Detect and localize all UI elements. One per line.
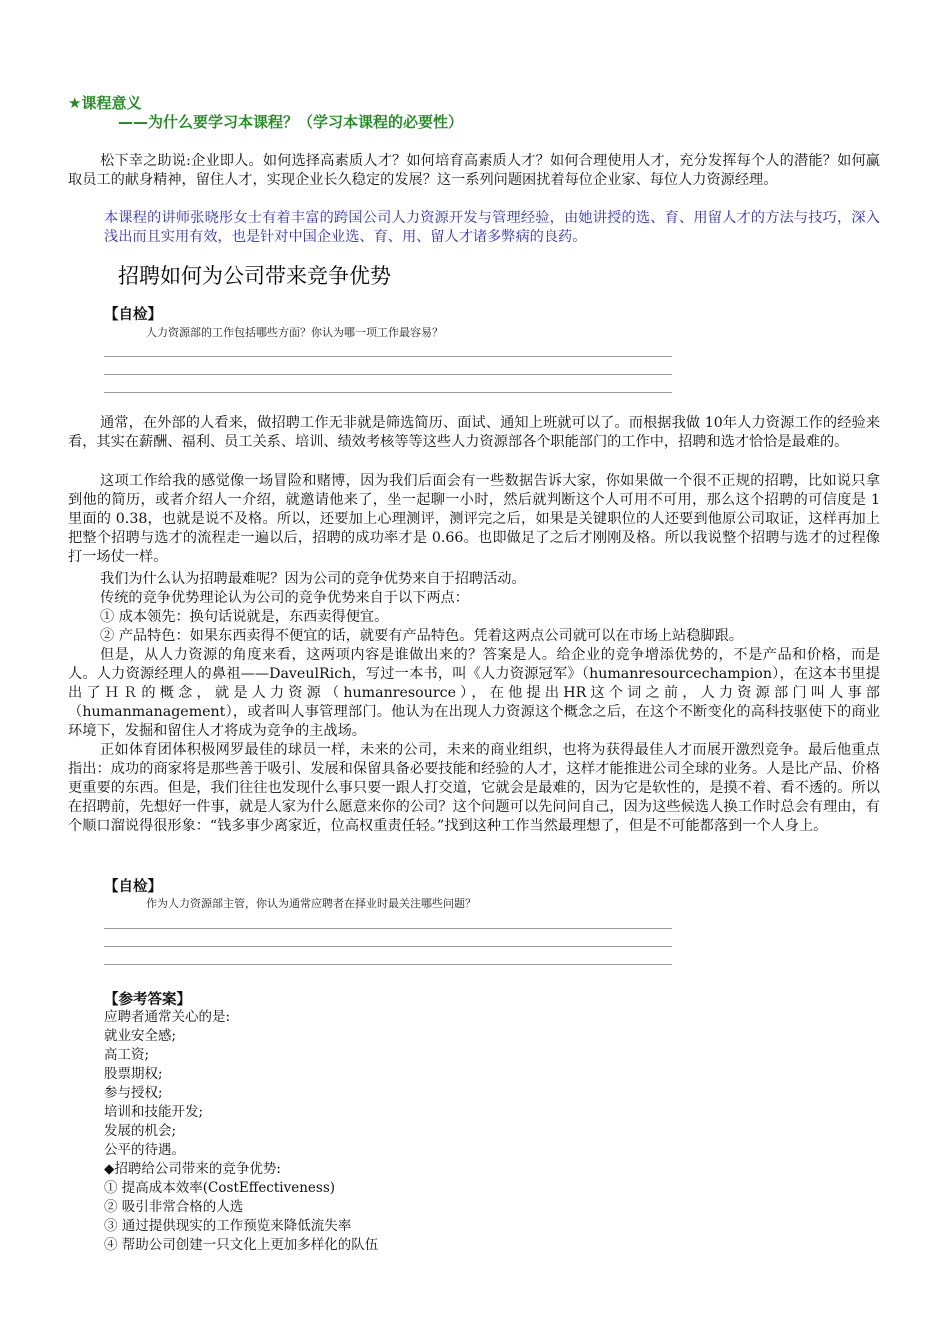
answer-item: 就业安全感; [104,1028,177,1044]
body-paragraph-8: 正如体育团体积极网罗最佳的球员一样，未来的公司，未来的商业组织，也将为获得最佳人才而展开激烈竞争。最后他重点指出：成功的商家将是那些善于吸引、发展和保留具备必要技能和经验的人才，这样才能推进公司全球的业务。人是比产品、价格更重要的东西。但是，我们往往也发现什么事只要一跟人打交道，它就会是最难的，因为它是软性的，是摸不着、看不透的。所以在招聘前，先想好一件事，就是人家为什么愿意来你的公司？这个问题可以先问问自己，因为这些候选人换工作时总会有理由，有个顺口溜说得很形象：“钱多事少离家近，位高权重责任轻。”找到这种工作当然最理想了，但是不可能都落到一个人身上。 [68,742,880,834]
answer-item: 培训和技能开发; [104,1104,204,1120]
answer-line [104,392,672,393]
body-paragraph-5: ① 成本领先：换句话说就是，东西卖得便宜。 [100,609,389,625]
body-paragraph-2: 这项工作给我的感觉像一场冒险和赌博，因为我们后面会有一些数据告诉大家，你如果做一个很不正规的招聘，比如说只拿到他的简历，或者介绍人一介绍，就邀请他来了，坐一起聊一小时，然后就判断这个人可用不可用，那么这个招聘的可信度是 1 里面的 0.38，也就是说不及格。所以，还要加上心理测评，测评完之后，如果是关键职位的人还要到他原公司取证，这样再加上把整个招聘与选才的流程走一遍以后，招聘的成功率才是 0.66。也即做足了之后才刚刚及格。所以我说整个招聘与选才的过程像打一场仗一样。 [68,473,880,565]
answer-line [104,374,672,375]
answer-item: ◆招聘给公司带来的竞争优势: [104,1161,281,1177]
self-check-question-2: 作为人力资源部主管，你认为通常应聘者在择业时最关注哪些问题？ [146,897,476,910]
answer-item: ④ 帮助公司创建一只文化上更加多样化的队伍 [104,1237,379,1253]
reference-answer-title: 【参考答案】 [104,992,191,1008]
answer-item: ② 吸引非常合格的人选 [104,1199,244,1215]
body-paragraph-4: 传统的竞争优势理论认为公司的竞争优势来自于以下两点： [100,590,469,606]
answer-line [104,356,672,357]
body-paragraph-3: 我们为什么认为招聘最难呢？因为公司的竞争优势来自于招聘活动。 [100,571,526,587]
intro-paragraph: 松下幸之助说:企业即人。如何选择高素质人才？如何培育高素质人才？如何合理使用人才，充分发挥每个人的潜能？如何赢取员工的献身精神，留住人才，实现企业长久稳定的发展？这一系列问题困扰着每位企业家、每位人力资源经理。 [68,153,880,188]
body-paragraph-6: ② 产品特色：如果东西卖得不便宜的话，就要有产品特色。凭着这两点公司就可以在市场上站稳脚跟。 [100,628,743,644]
answer-item: 应聘者通常关心的是: [104,1009,231,1025]
answer-line [104,964,672,965]
answer-item: ① 提高成本效率(CostEffectiveness) [104,1180,336,1196]
reference-answer-list [104,1008,378,1255]
intro-blue-paragraph: 本课程的讲师张晓彤女士有着丰富的跨国公司人力资源开发与管理经验，由她讲授的选、育、用留人才的方法与技巧，深入浅出而且实用有效，也是针对中国企业选、育、用、留人才诸多弊病的良药。 [104,210,880,245]
self-check-title-1: 【自检】 [104,307,162,323]
answer-item: 发展的机会; [104,1123,177,1139]
answer-item: 高工资; [104,1047,150,1063]
course-meaning-title: ★课程意义 [68,94,142,112]
body-paragraph-7: 但是，从人力资源的角度来看，这两项内容是谁做出来的？答案是人。给企业的竞争增添优势的，不是产品和价格，而是人。人力资源经理人的鼻祖——DaveulRich，写过一本书，叫《人力资源冠军》（humanresourcechampion），在这本书里提出了ＨＲ的概念，就是人力资源（humanresource），在他提出HR这个词之前，人力资源部门叫人事部（humanmanagement），或者叫人事管理部门。他认为在出现人力资源这个概念之后，在这个不断变化的高科技驱使下的商业环境下，发掘和留住人才将成为竞争的主战场。 [68,647,880,739]
answer-item: ③ 通过提供现实的工作预览来降低流失率 [104,1218,352,1234]
section-title: 招聘如何为公司带来竞争优势 [118,264,391,288]
answer-item: 股票期权; [104,1066,163,1082]
answer-line [104,928,672,929]
course-meaning-subtitle: ——为什么要学习本课程？（学习本课程的必要性） [118,113,464,131]
self-check-question-1: 人力资源部的工作包括哪些方面？你认为哪一项工作最容易？ [146,326,443,339]
answer-line [104,946,672,947]
body-paragraph-1: 通常，在外部的人看来，做招聘工作无非就是筛选简历、面试、通知上班就可以了。而根据我做 10年人力资源工作的经验来看，其实在薪酬、福利、员工关系、培训、绩效考核等等这些人力资源部各个职能部门的工作中，招聘和选才恰恰是最难的。 [68,415,880,450]
self-check-title-2: 【自检】 [104,879,162,895]
answer-item: 公平的待遇。 [104,1142,185,1158]
answer-item: 参与授权; [104,1085,163,1101]
